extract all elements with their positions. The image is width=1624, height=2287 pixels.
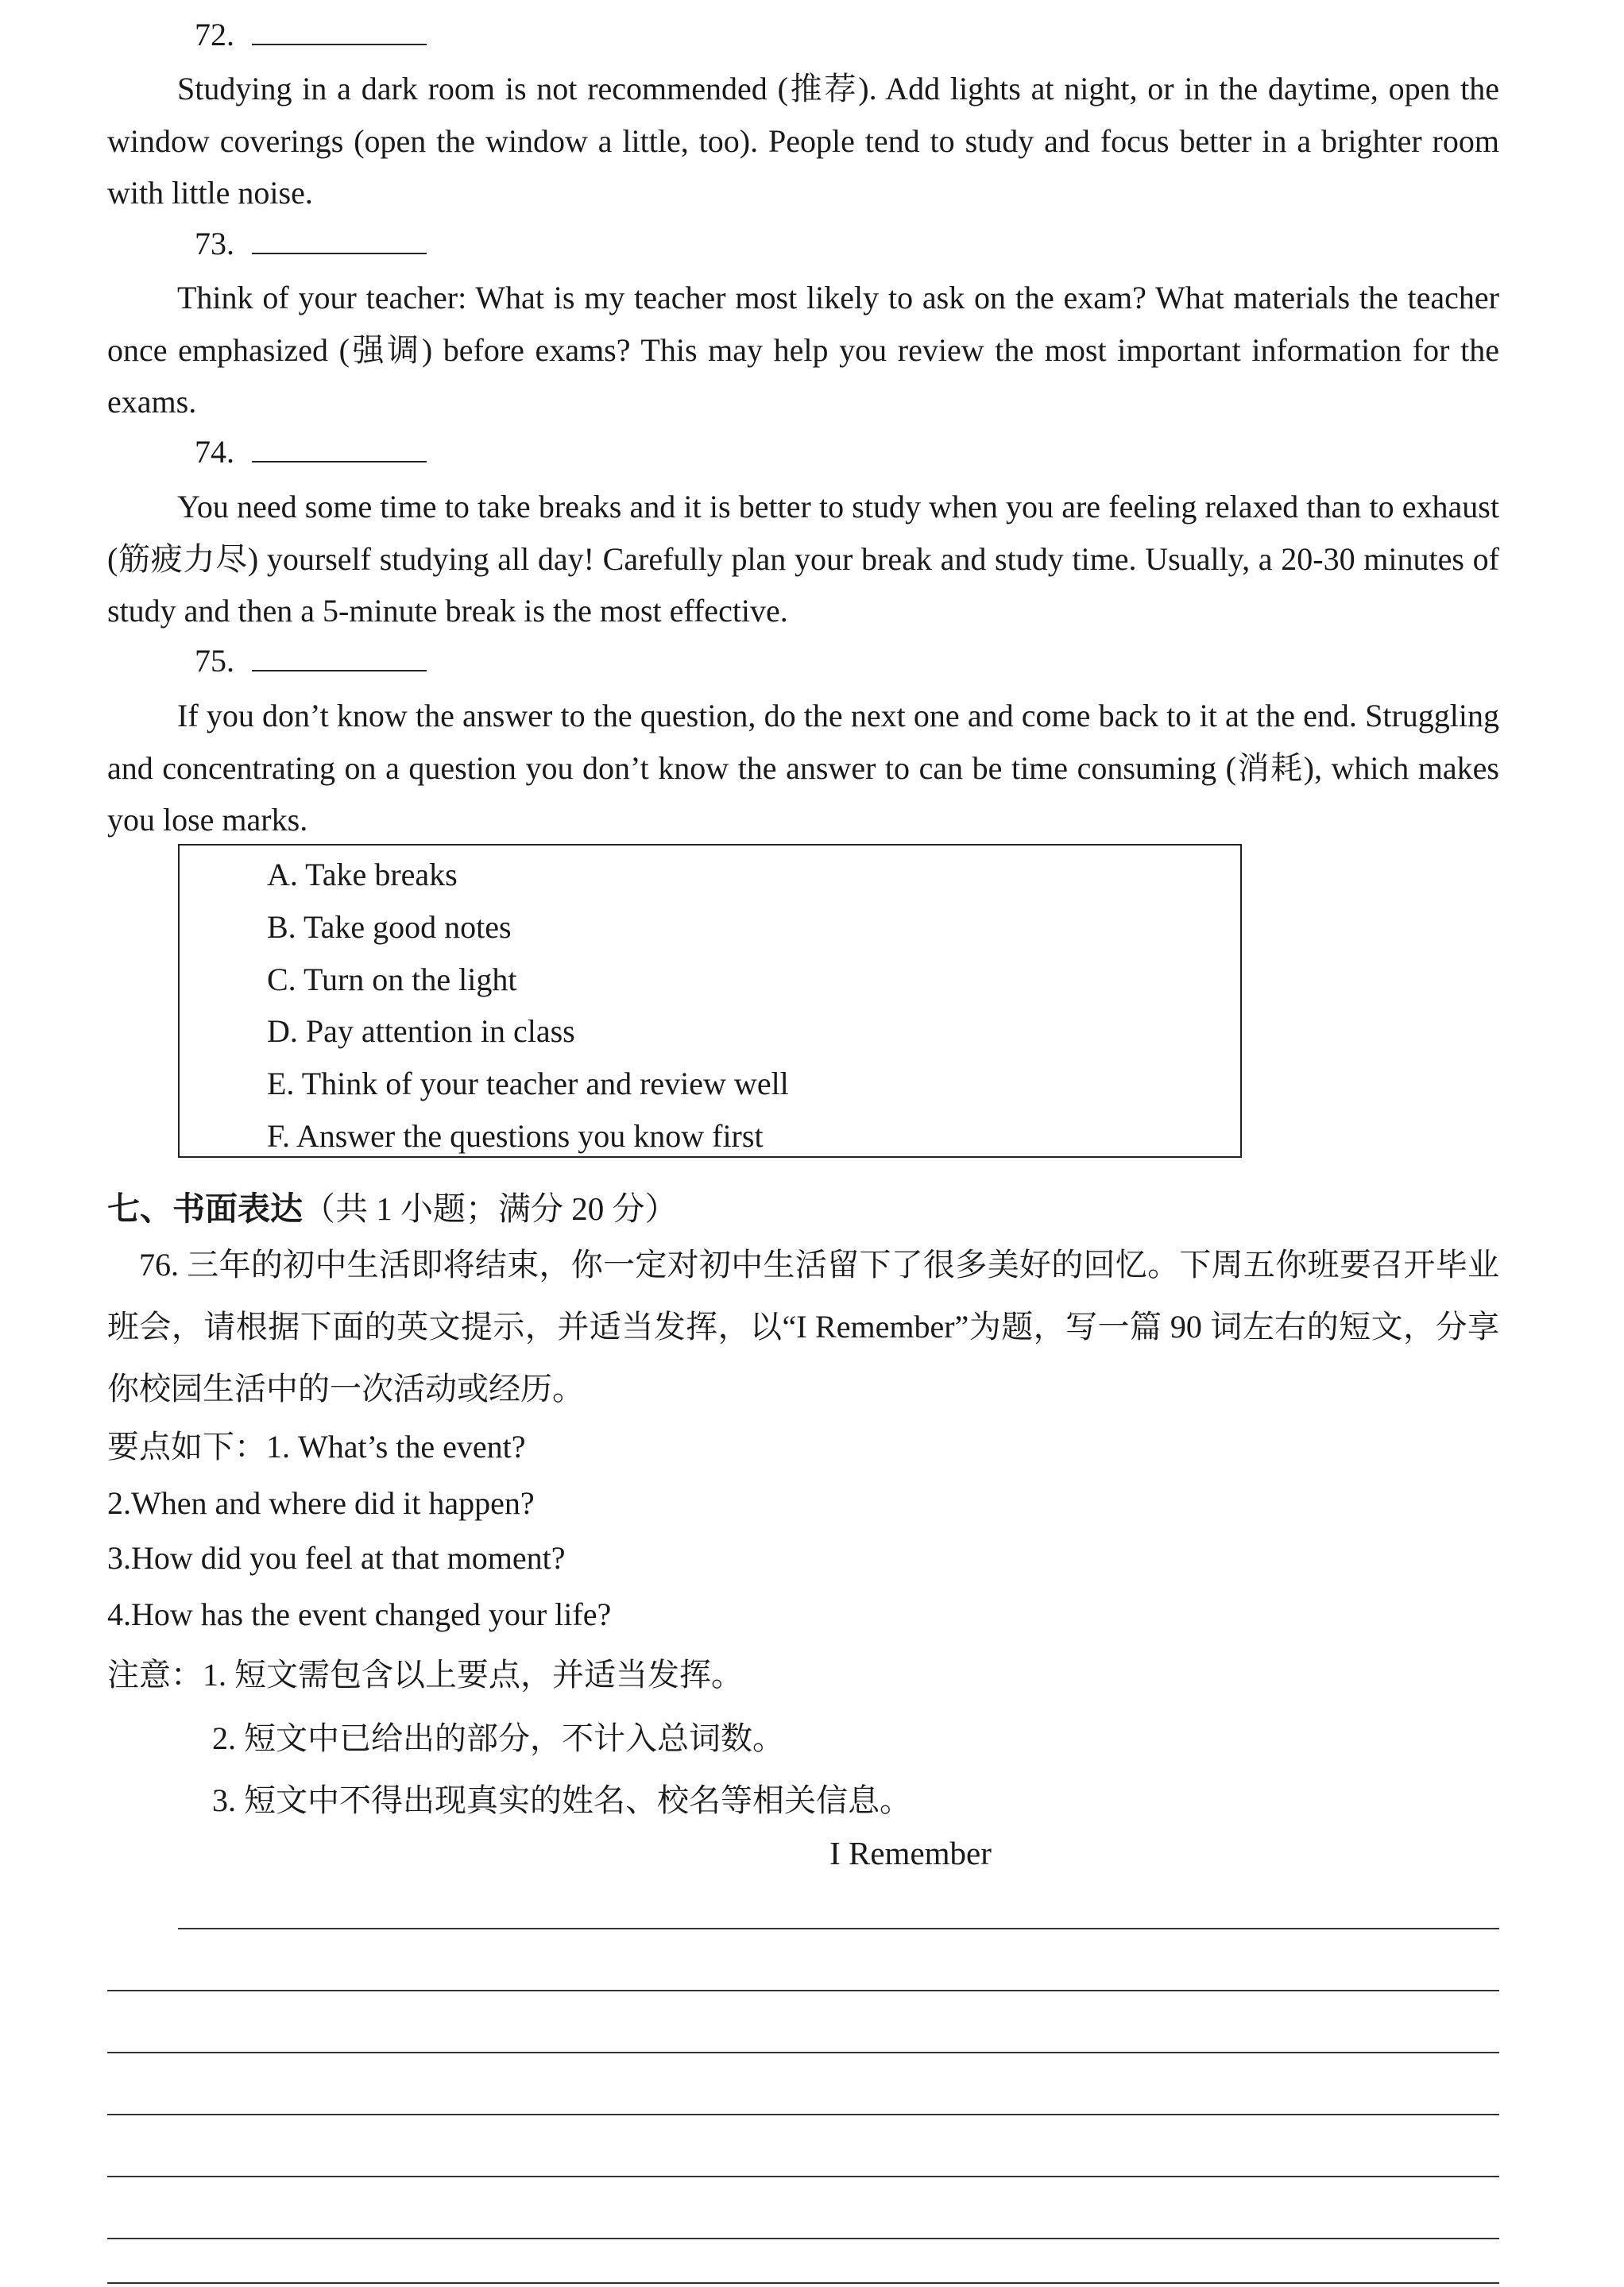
point-1: 1. What’s the event?	[266, 1429, 526, 1465]
answer-blank-72[interactable]	[252, 17, 427, 45]
question-72-text: Studying in a dark room is not recommended (推荐). Add lights at night, or in the daytime, open the window coverings (open the window a little, too). People tend to study and focus better in a brighter room with little noise.	[107, 71, 1499, 211]
question-73-text: Think of your teacher: What is my teacher most likely to ask on the exam? What materials the teacher once emphasized (强调) before exams? This may help you review the most important information for the exams.	[107, 280, 1499, 420]
note-3: 3. 短文中不得出现真实的姓名、校名等相关信息。	[212, 1782, 911, 1818]
section-title: 七、书面表达	[107, 1190, 303, 1227]
writing-line-7[interactable]	[107, 2282, 1499, 2284]
note-1: 1. 短文需包含以上要点，并适当发挥。	[203, 1657, 743, 1693]
point-3: 3.How did you feel at that moment?	[107, 1540, 566, 1576]
writing-line-3[interactable]	[107, 2052, 1499, 2053]
note-2: 2. 短文中已给出的部分，不计入总词数。	[212, 1720, 784, 1756]
points-line-1	[107, 1428, 526, 1466]
option-c: C. Turn on the light	[267, 961, 517, 997]
question-75-number: 75.	[195, 642, 427, 680]
points-label: 要点如下：	[107, 1429, 266, 1465]
writing-line-2[interactable]	[107, 1990, 1499, 1991]
point-2: 2.When and where did it happen?	[107, 1485, 535, 1521]
answer-blank-73[interactable]	[252, 226, 427, 254]
option-b: B. Take good notes	[267, 908, 512, 945]
notes-label: 注意：	[107, 1657, 203, 1693]
question-73-number: 73.	[195, 225, 427, 263]
option-a: A. Take breaks	[267, 857, 458, 892]
question-75-text: If you don’t know the answer to the question, do the next one and come back to it at the end. Struggling and concentrating on a question you don’t know the answer to can be time consuming (消耗), which makes you lose marks.	[107, 698, 1499, 838]
question-72-number: 72.	[195, 16, 427, 54]
writing-line-1[interactable]	[178, 1928, 1499, 1929]
option-d: D. Pay attention in class	[267, 1013, 575, 1050]
writing-line-4[interactable]	[107, 2114, 1499, 2115]
option-e: E. Think of your teacher and review well	[267, 1066, 789, 1102]
answer-blank-75[interactable]	[252, 643, 427, 671]
question-74-number: 74.	[195, 433, 427, 471]
notes-line-1	[107, 1656, 743, 1694]
writing-line-6[interactable]	[107, 2238, 1499, 2239]
option-f: F. Answer the questions you know first	[267, 1117, 764, 1154]
point-4: 4.How has the event changed your life?	[107, 1596, 612, 1632]
writing-line-5[interactable]	[107, 2176, 1499, 2177]
question-74-text: You need some time to take breaks and it is better to study when you are feeling relaxed than to exhaust (筋疲力尽) yourself studying all day! Carefully plan your break and study time. Usually, a 20-30 minutes of study and then a 5-minute break is the most effective.	[107, 489, 1499, 629]
writing-prompt: 76. 三年的初中生活即将结束，你一定对初中生活留下了很多美好的回忆。下周五你班要召开毕业班会，请根据下面的英文提示，并适当发挥，以“I Remember”为题，写一篇 90 词左右的短文，分享你校园生活中的一次活动或经历。	[107, 1247, 1499, 1407]
options-list	[267, 849, 789, 1163]
answer-blank-74[interactable]	[252, 434, 427, 462]
essay-title: I Remember	[829, 1835, 992, 1871]
section-heading	[107, 1190, 678, 1228]
options-box	[178, 844, 1242, 1158]
section-note: （共 1 小题；满分 20 分）	[303, 1190, 678, 1227]
